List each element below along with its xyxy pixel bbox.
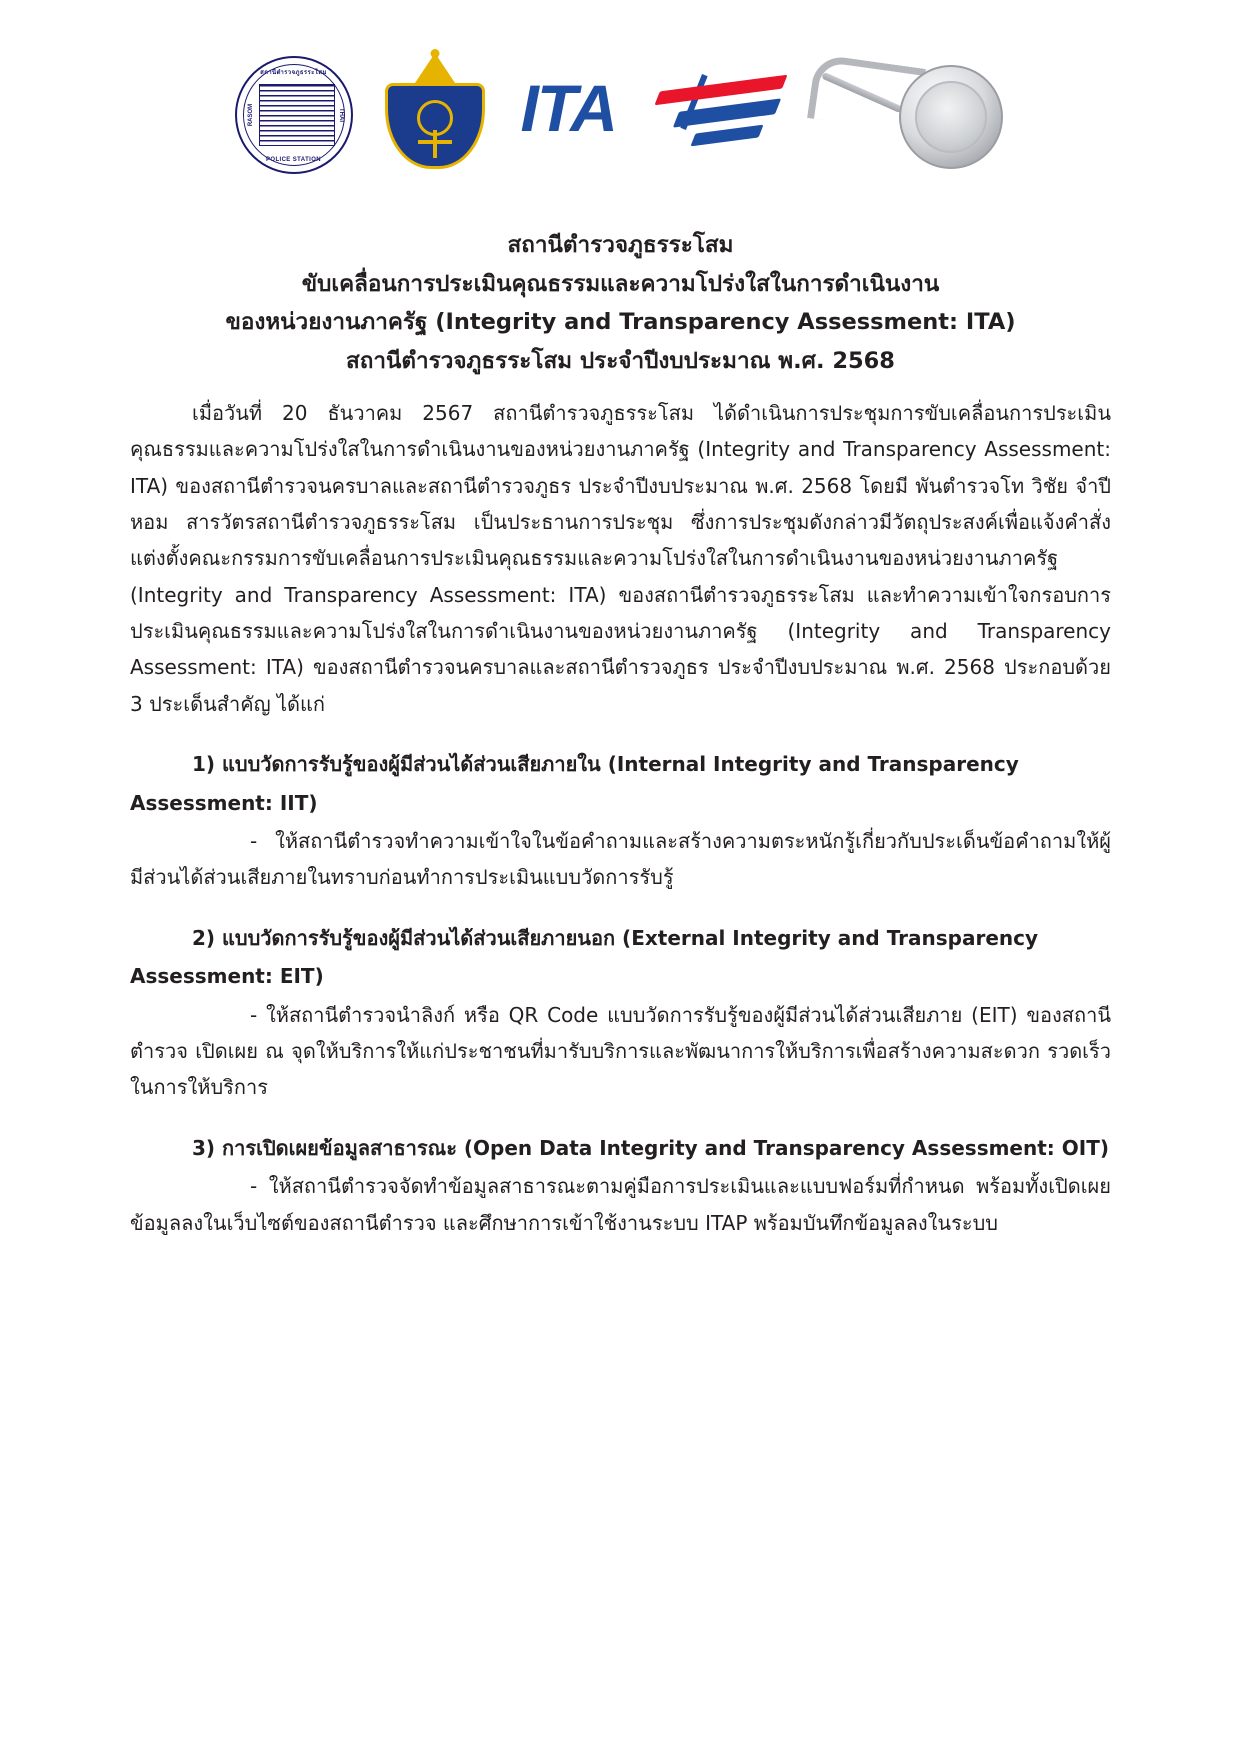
silver-tray-emblem-icon [811,55,1007,175]
item-1-heading: 1) แบบวัดการรับรู้ของผู้มีส่วนได้ส่วนเสียภายใน (Internal Integrity and Transparency [192,752,1019,777]
spacer [130,1108,1111,1130]
ita-logo-text: ITA [520,71,616,145]
seal-top-text: สถานีตำรวจภูธรระโสม [260,70,327,76]
title-line-3: ของหน่วยงานภาครัฐ (Integrity and Transparency Assessment: ITA) [225,309,1016,336]
title-line-4: สถานีตำรวจภูธรระโสม ประจำปีงบประมาณ พ.ศ. 2568 [346,348,895,375]
crest-shield [385,83,485,169]
item-2-detail: - ให้สถานีตำรวจนำลิงก์ หรือ QR Code แบบวัดการรับรู้ของผู้มีส่วนได้ส่วนเสียภาย (EIT) ของสถานีตำรวจ เปิดเผย ณ จุดให้บริการให้แก่ประชาชนที่มารับบริการและพัฒนาการให้บริการเพื่อสร้างความสะดวก รวดเร็วในการให้บริการ [130,1002,1111,1100]
item-1-detail: - ให้สถานีตำรวจทำความเข้าใจในข้อคำถามและสร้างความตระหนักรู้เกี่ยวกับประเด็นข้อคำถามให้ผู้มีส่วนได้ส่วนเสียภายในทราบก่อนทำการประเมินแบบวัดการรับรู้ [130,829,1111,890]
royal-police-station-seal-icon [235,56,353,174]
seal-inner-emblem [259,84,335,146]
item-3-heading: 3) การเปิดเผยข้อมูลสาธารณะ (Open Data Integrity and Transparency Assessment: OIT) [192,1135,1109,1160]
document-body [130,395,1111,1241]
crest-shield-bar [418,140,452,144]
ita-logo-icon [517,67,785,163]
item-2-heading-cont: Assessment: EIT) [130,964,324,989]
ita-logo-swoosh-blue [672,98,780,127]
title-line-1: สถานีตำรวจภูธรระโสม [507,232,734,258]
crest-crown [415,53,455,83]
item-1-heading-cont: Assessment: IIT) [130,790,318,815]
intro-paragraph: เมื่อวันที่ 20 ธันวาคม 2567 สถานีตำรวจภูธรระโสม ได้ดำเนินการประชุมการขับเคลื่อนการประเมินคุณธรรมและความโปร่งใสในการดำเนินงานของหน่วยงานภาครัฐ (Integrity and Transparency Assessment: ITA) ของสถานีตำรวจนครบาลและสถานีตำรวจภูธร ประจำปีงบประมาณ พ.ศ. 2568 โดยมี พันตำรวจโท วิชัย จำปีหอม สารวัตรสถานีตำรวจภูธรระโสม เป็นประธานการประชุม ซึ่งการประชุมดังกล่าวมีวัตถุประสงค์เพื่อแจ้งคำสั่งแต่งตั้งคณะกรรมการขับเคลื่อนการประเมินคุณธรรมและความโปร่งใสในการดำเนินงานของหน่วยงานภาครัฐ (Integrity and Transparency Assessment: ITA) ของสถานีตำรวจภูธรระโสม และทำความเข้าใจกรอบการประเมินคุณธรรมและความโปร่งใสในการดำเนินงานของหน่วยงานภาครัฐ (Integrity and Transparency Assessment: ITA) ของสถานีตำรวจนครบาลและสถานีตำรวจภูธร ประจำปีงบประมาณ พ.ศ. 2568 ประกอบด้วย 3 ประเด็นสำคัญ ได้แก่ [130,400,1111,716]
spacer [130,724,1111,746]
document-title [130,226,1111,381]
seal-bottom-text: POLICE STATION [265,157,322,163]
seal-right-text: THAI [337,108,344,122]
logo-row [130,50,1111,180]
royal-thai-police-crest-icon [379,53,491,177]
seal-left-text: RASOM [247,103,254,127]
item-3-detail: - ให้สถานีตำรวจจัดทำข้อมูลสาธารณะตามคู่มือการประเมินและแบบฟอร์มที่กำหนด พร้อมทั้งเปิดเผยข้อมูลลงในเว็บไซต์ของสถานีตำรวจ และศึกษาการเข้าใช้งานระบบ ITAP พร้อมบันทึกข้อมูลลงในระบบ [130,1174,1111,1235]
tray-disc [899,65,1003,169]
item-2-heading: 2) แบบวัดการรับรู้ของผู้มีส่วนได้ส่วนเสียภายนอก (External Integrity and Transparency [192,925,1039,950]
ita-logo-swoosh-blue-small [690,125,763,147]
spacer [130,898,1111,920]
title-line-2: ขับเคลื่อนการประเมินคุณธรรมและความโปร่งใสในการดำเนินงาน [301,270,940,297]
